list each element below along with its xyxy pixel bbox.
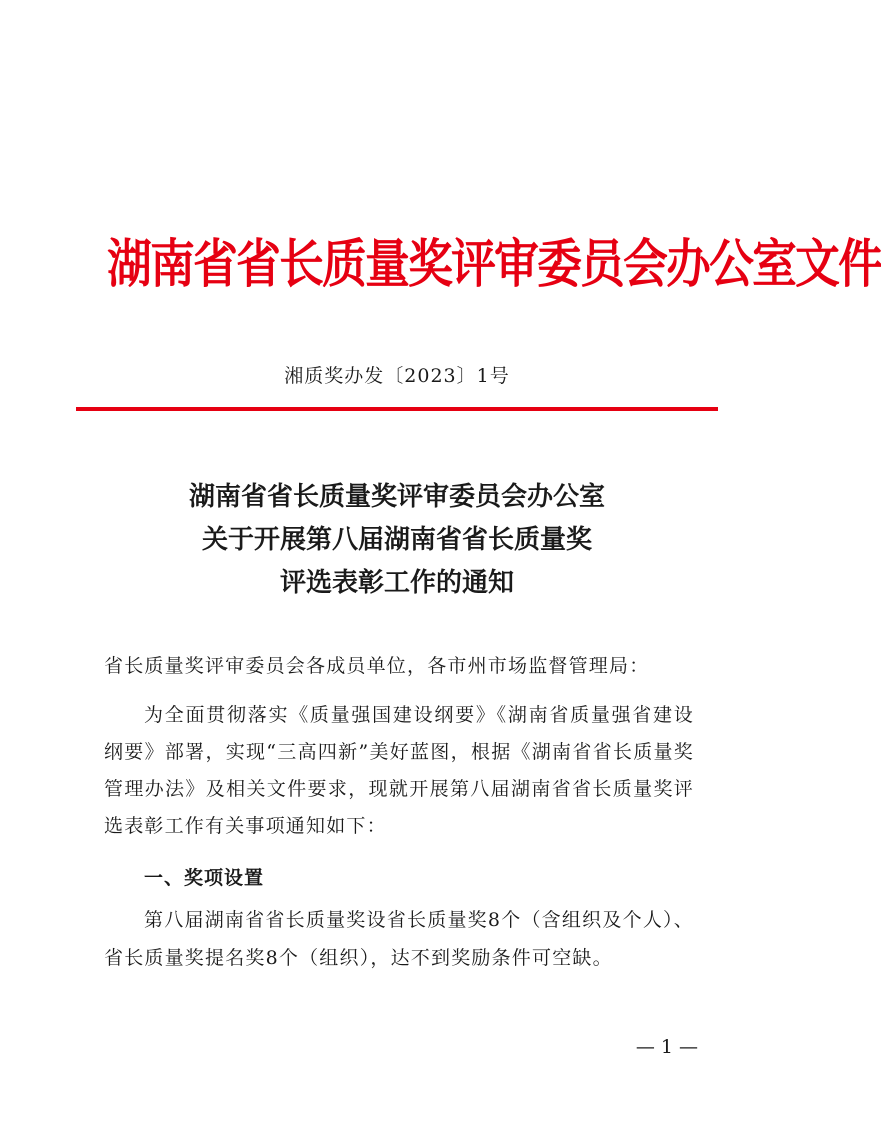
notice-title-line-3: 评选表彰工作的通知 (279, 568, 514, 598)
award-setup-paragraph: 第八届湖南省省长质量奖设省长质量奖8个（含组织及个人）、省长质量奖提名奖8个（组织），达不到奖励条件可空缺。 (104, 909, 694, 969)
salutation: 省长质量奖评审委员会各成员单位，各市州市场监督管理局： (104, 655, 650, 677)
notice-title-line-1: 湖南省省长质量奖评审委员会办公室 (188, 482, 605, 512)
intro-paragraph: 为全面贯彻落实《质量强国建设纲要》《湖南省质量强省建设纲要》部署，实现“三高四新”美好蓝图，根据《湖南省省长质量奖管理办法》及相关文件要求，现就开展第八届湖南省省长质量奖评选表彰工作有关事项通知如下： (104, 704, 694, 837)
document-issuer-header: 湖南省省长质量奖评审委员会办公室文件 (107, 235, 881, 295)
section-heading-award-setup: 一、奖项设置 (144, 867, 265, 889)
red-divider-line (76, 407, 718, 411)
page-number: — 1 — (635, 1036, 698, 1058)
notice-title (60, 476, 734, 605)
document-number: 湘质奖办发〔2023〕1号 (284, 365, 510, 387)
notice-title-line-2: 关于开展第八届湖南省省长质量奖 (201, 525, 592, 555)
